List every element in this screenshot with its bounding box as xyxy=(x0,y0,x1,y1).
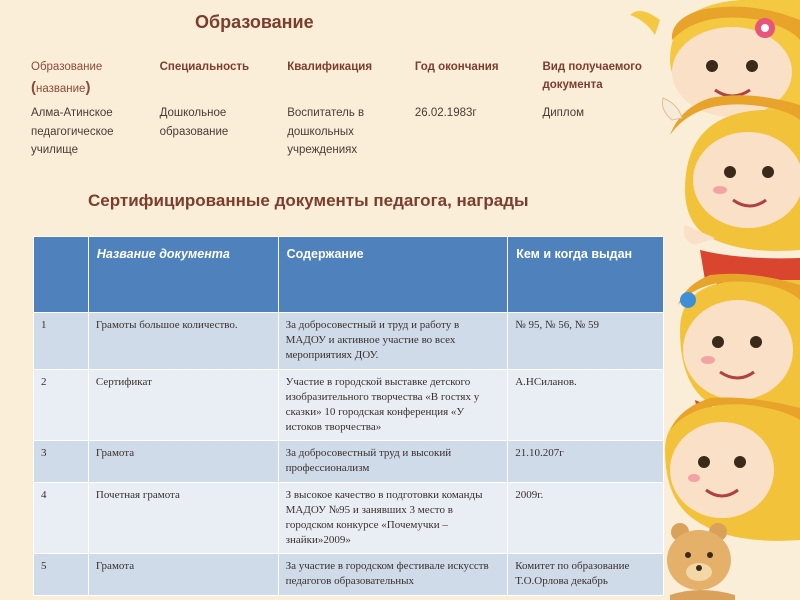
table-row xyxy=(34,554,664,595)
header-institution-sub: название xyxy=(36,83,86,96)
cell-doc-type: Диплом xyxy=(542,107,585,120)
row-number: 2 xyxy=(34,369,89,441)
header-institution-word: Образование xyxy=(31,61,103,73)
education-header-row xyxy=(25,56,665,102)
table-row xyxy=(34,441,664,482)
header-qualification: Квалификация xyxy=(287,61,373,73)
education-table xyxy=(25,56,665,162)
cell-qualification: Воспитатель в дошкольных учреждениях xyxy=(287,107,365,157)
certificates-header-row xyxy=(34,237,664,313)
cell-specialty: Дошкольное образование xyxy=(159,107,229,138)
row-content: Участие в городской выставке детского изобразительного творчества «В гостях у сказки» 10 городская конференция «У истоков творчества» xyxy=(278,369,508,441)
row-issued: 21.10.207г xyxy=(508,441,664,482)
row-content: З высокое качество в подготовки команды МАДОУ №95 и занявших 3 место в городском конкурсе «Почемучки –знайки»2009» xyxy=(278,482,508,554)
row-doc-name: Грамоты большое количество. xyxy=(88,313,278,370)
table-row xyxy=(34,313,664,370)
header-doc-name: Название документа xyxy=(88,237,278,313)
header-institution: Образование (название) xyxy=(31,61,103,97)
cartoon-kids-illustration xyxy=(600,0,800,600)
table-row xyxy=(34,482,664,554)
row-content: За добросовестный труд и высокий профессионализм xyxy=(278,441,508,482)
teddy-bear-icon xyxy=(667,523,735,600)
certificates-table-wrapper xyxy=(33,236,664,600)
row-doc-name: Грамота xyxy=(88,441,278,482)
row-number: 4 xyxy=(34,482,89,554)
kid-2-icon xyxy=(662,95,800,291)
row-number: 5 xyxy=(34,554,89,595)
row-doc-name: Сертификат xyxy=(88,369,278,441)
header-doc-type: Вид получаемого документа xyxy=(542,61,642,92)
row-content: За добросовестный и труд и работу в МАДОУ и активное участие во всех мероприятиях ДОУ. xyxy=(278,313,508,370)
header-year: Год окончания xyxy=(414,61,499,73)
header-number xyxy=(34,237,89,313)
table-row xyxy=(34,369,664,441)
row-issued: № 95, № 56, № 59 xyxy=(508,313,664,370)
row-issued: А.НСиланов. xyxy=(508,369,664,441)
cell-year: 26.02.1983г xyxy=(414,107,477,120)
certificates-title: Сертифицированные документы педагога, награды xyxy=(88,191,529,210)
row-issued: 2009г. xyxy=(508,482,664,554)
row-doc-name: Грамота xyxy=(88,554,278,595)
header-specialty: Специальность xyxy=(159,61,250,73)
header-content: Содержание xyxy=(278,237,508,313)
header-issued: Кем и когда выдан xyxy=(508,237,664,313)
kid-4-icon xyxy=(665,397,800,540)
education-title: Образование xyxy=(195,12,314,32)
row-content: За участие в городском фестивале искусств педагогов образовательных xyxy=(278,554,508,595)
certificates-table xyxy=(33,236,664,596)
cell-institution: Алма-Атинское педагогическое училище xyxy=(31,107,114,157)
row-doc-name: Почетная грамота xyxy=(88,482,278,554)
row-number: 1 xyxy=(34,313,89,370)
row-issued: Комитет по образование Т.О.Орлова декабрь xyxy=(508,554,664,595)
education-row xyxy=(25,102,665,161)
row-number: 3 xyxy=(34,441,89,482)
